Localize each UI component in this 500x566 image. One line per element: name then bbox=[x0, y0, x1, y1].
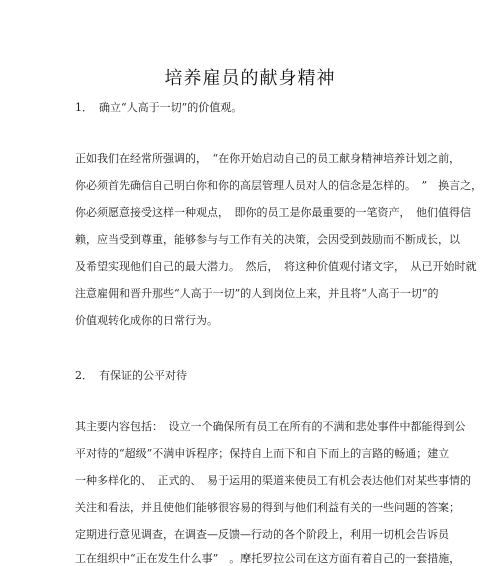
section-2-heading bbox=[75, 367, 187, 383]
section-2-heading-text: 有保证的公平对待 bbox=[99, 369, 187, 382]
document-title: 培养雇员的献身精神 bbox=[164, 68, 336, 89]
section-2-line: 定期进行意见调查，在调查—反馈—行动的各个阶段上，利用一切机会告诉员 bbox=[75, 528, 449, 541]
section-1-line: 正如我们在经常所强调的， “在你开始启动自己的员工献身精神培养计划之前， bbox=[75, 152, 461, 165]
section-2-line: 关注和看法，并且使他们能够很容易的得到与他们利益有关的一些问题的答案； bbox=[75, 501, 460, 514]
section-2-line: 其主要内容包括： 设立一个确保所有员工在所有的不满和悲处事件中都能得到公 bbox=[75, 420, 466, 433]
section-2-line: 工在组织中“正在发生什么事” 。摩托罗拉公司在这方面有着自己的一套措施， bbox=[75, 552, 461, 565]
section-1-heading bbox=[75, 99, 242, 115]
section-1-heading-text: 确立“人高于一切”的价值观。 bbox=[99, 101, 243, 114]
section-2-line: 一种多样化的、 正式的、 易于运用的渠道来使员工有机会表达他们对某些事情的 bbox=[75, 474, 471, 487]
section-1-line: 赖，应当受到尊重，能够参与与工作有关的决策，会因受到鼓励而不断成长，以 bbox=[75, 233, 460, 246]
section-1-line: 你必须愿意接受这样一种观点， 即你的员工是你最重要的一笔资产， 他们值得信 bbox=[75, 206, 471, 219]
section-2-line: 平对待的“超级”不满申诉程序；保持自上而下和自下而上的言路的畅通；建立 bbox=[75, 447, 450, 460]
section-1-line: 及希望实现他们自己的最大潜力。 然后， 将这种价值观付诸文字， 从已开始时就 bbox=[75, 260, 477, 273]
section-1-number: 1． bbox=[75, 101, 93, 114]
section-1-line: 注意雇佣和晋升那些“人高于一切”的人到岗位上来，并且将“人高于一切”的 bbox=[75, 287, 439, 300]
section-1-line: 价值观转化成你的日常行为。 bbox=[75, 314, 218, 327]
section-1-line: 你必须首先确信自己明白你和你的高层管理人员对人的信念是怎样的。 ” 换言之， bbox=[75, 179, 483, 192]
section-2-number: 2． bbox=[75, 369, 93, 382]
